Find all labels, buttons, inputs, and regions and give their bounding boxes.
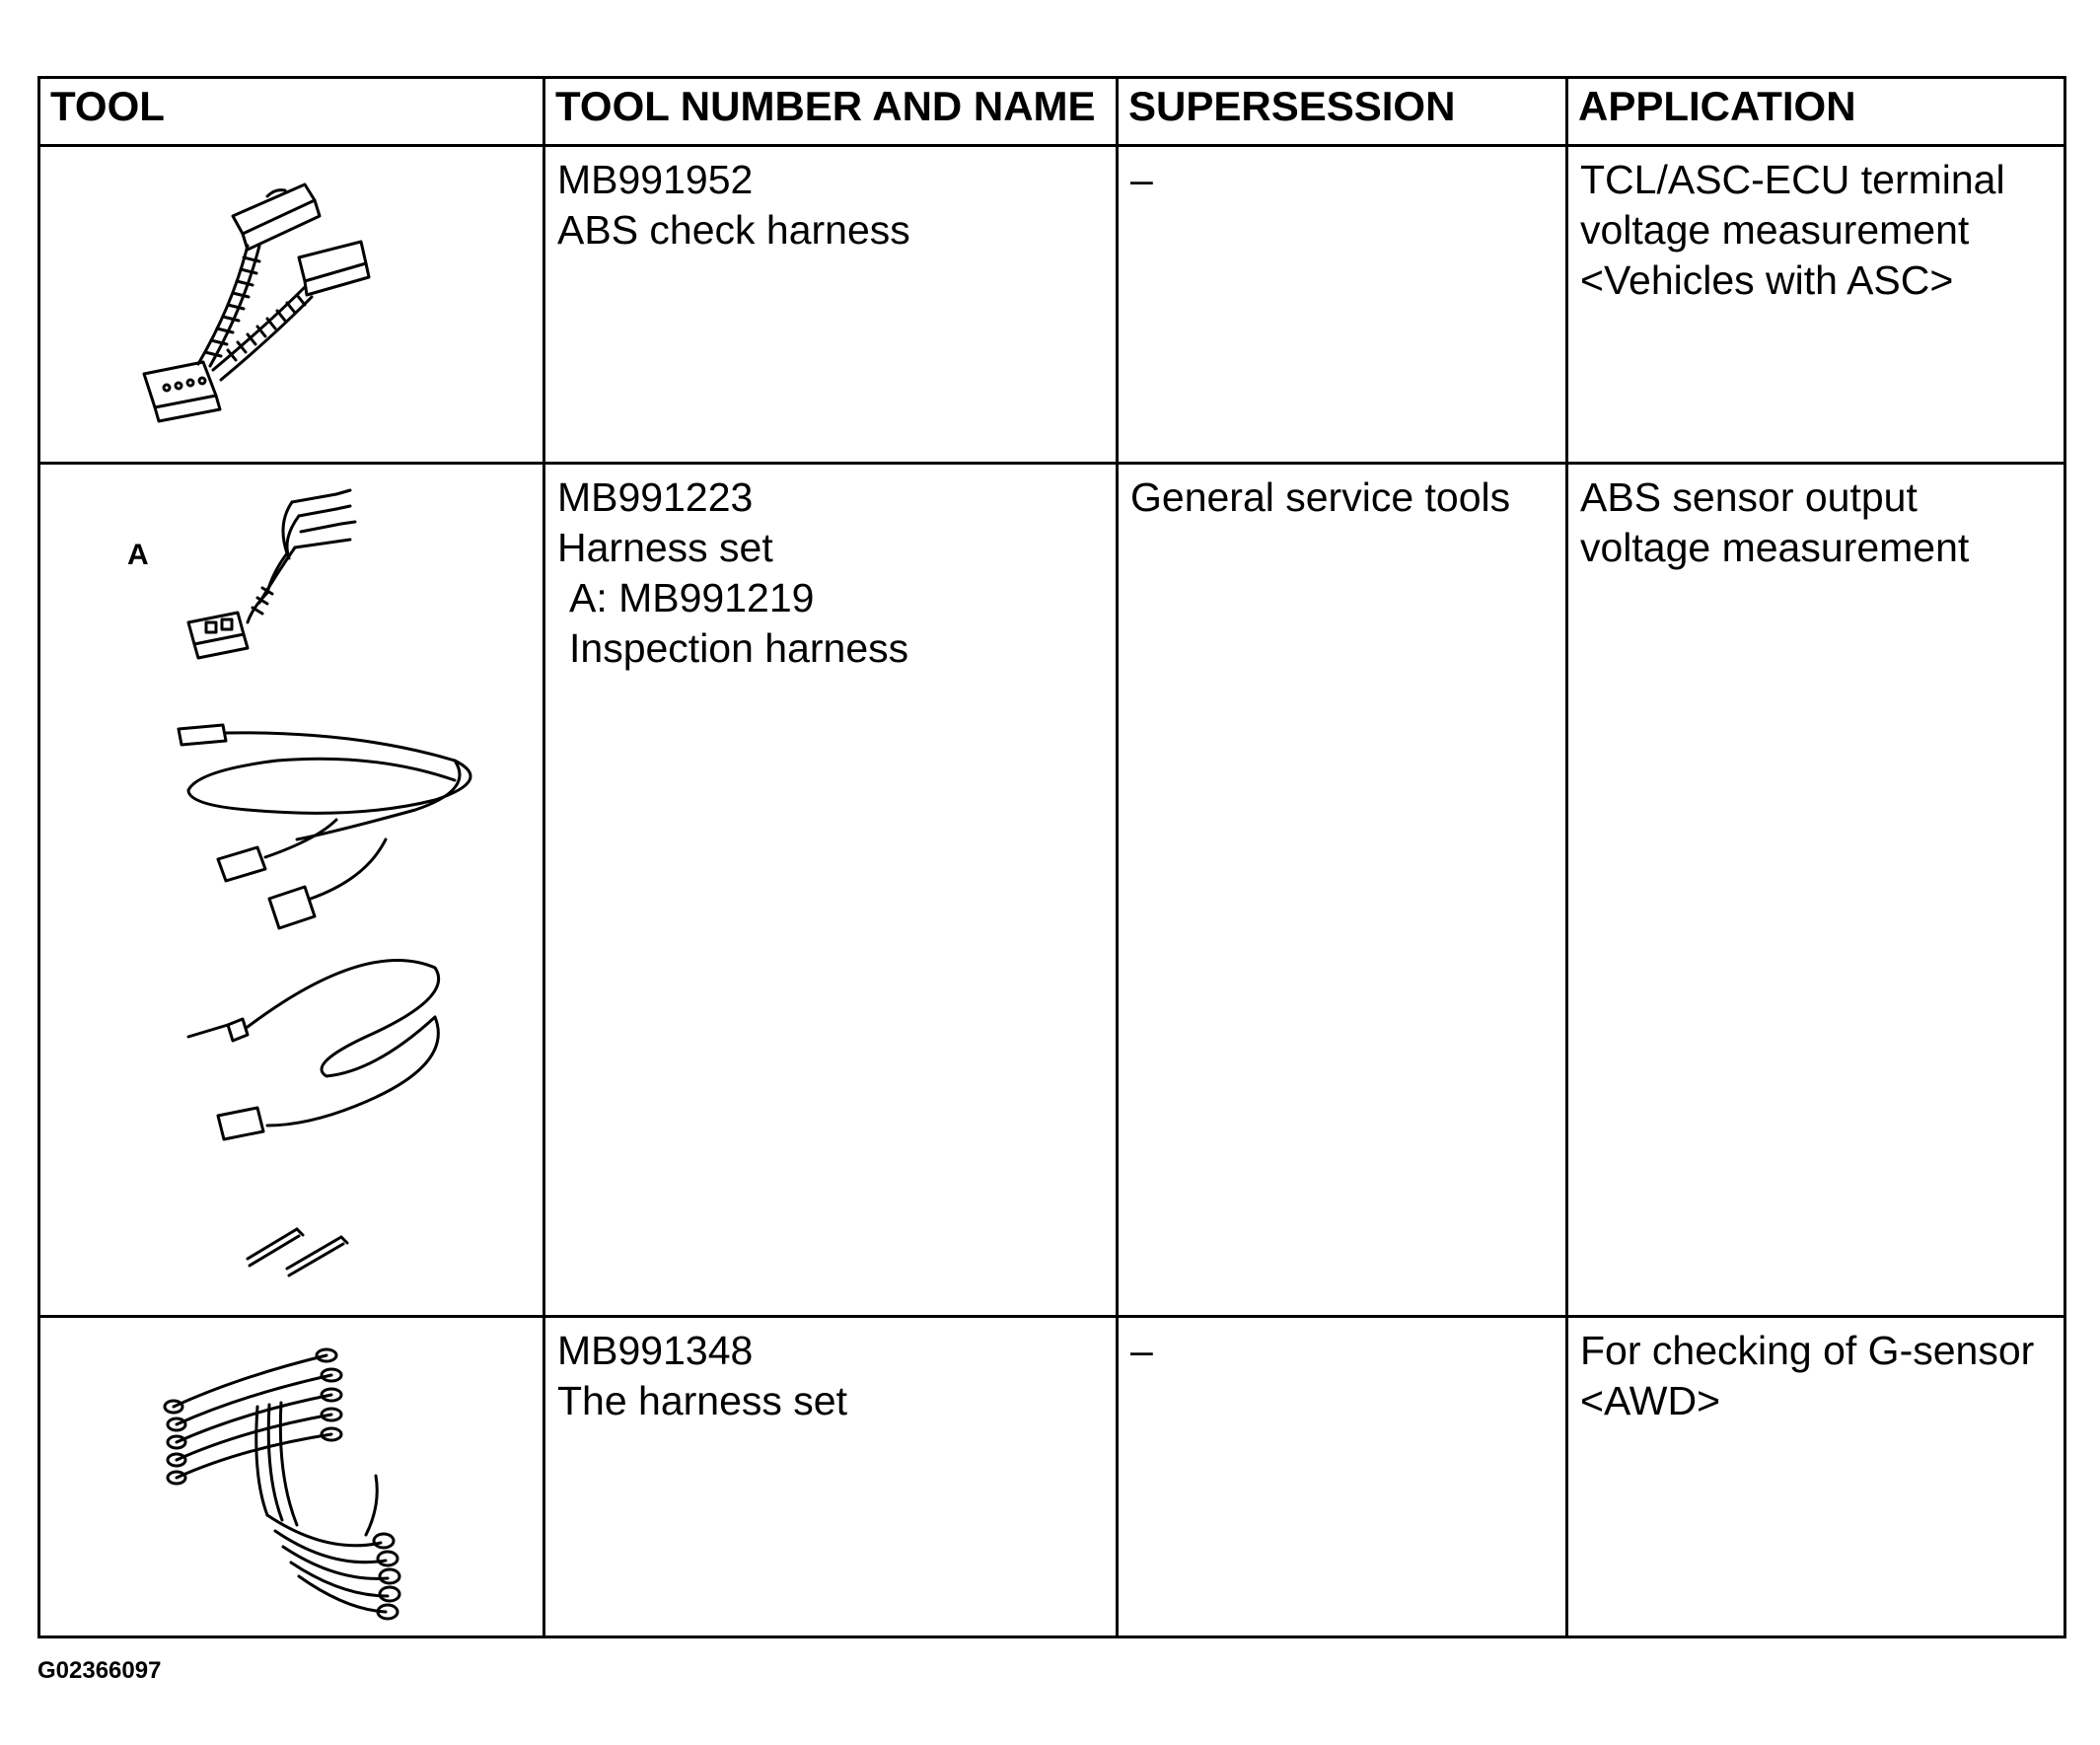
supersession-value: – bbox=[1130, 157, 1153, 202]
abs-check-harness-icon bbox=[40, 147, 545, 465]
tool-name: The harness set bbox=[557, 1378, 847, 1423]
header-application: APPLICATION bbox=[1567, 78, 2065, 146]
tool-number: MB991348 bbox=[557, 1328, 754, 1373]
application-cell bbox=[1567, 464, 2065, 1317]
figure-id: G02366097 bbox=[37, 1657, 162, 1684]
application-line: ABS sensor output bbox=[1580, 474, 1918, 520]
application-line: voltage measurement bbox=[1580, 207, 1970, 253]
application-line: <AWD> bbox=[1580, 1378, 1721, 1423]
application-line: For checking of G-sensor bbox=[1580, 1328, 2035, 1373]
header-row bbox=[39, 78, 2065, 146]
tool-number: MB991952 bbox=[557, 157, 754, 202]
header-supersession: SUPERSESSION bbox=[1118, 78, 1567, 146]
header-tool-number-and-name: TOOL NUMBER AND NAME bbox=[544, 78, 1118, 146]
supersession-value: General service tools bbox=[1130, 474, 1511, 520]
tool-number: MB991223 bbox=[557, 474, 754, 520]
supersession-cell bbox=[1118, 146, 1567, 464]
tool-illustration-cell bbox=[39, 1317, 544, 1637]
g-sensor-harness-set-icon bbox=[40, 1318, 545, 1638]
supersession-cell bbox=[1118, 1317, 1567, 1637]
application-cell bbox=[1567, 1317, 2065, 1637]
application-line: TCL/ASC-ECU terminal bbox=[1580, 157, 2005, 202]
tool-number-and-name-cell bbox=[544, 1317, 1118, 1637]
tool-name: Harness set bbox=[557, 525, 773, 570]
application-cell bbox=[1567, 146, 2065, 464]
table-row bbox=[39, 1317, 2065, 1637]
table-row bbox=[39, 464, 2065, 1317]
tool-number-and-name-cell bbox=[544, 464, 1118, 1317]
header-tool: TOOL bbox=[39, 78, 544, 146]
harness-set-icon bbox=[40, 465, 545, 1318]
tool-label: A bbox=[127, 539, 149, 571]
supersession-value: – bbox=[1130, 1328, 1153, 1373]
application-line: voltage measurement bbox=[1580, 525, 1970, 570]
tool-number-and-name-cell bbox=[544, 146, 1118, 464]
tool-sub-name: Inspection harness bbox=[569, 625, 909, 671]
tool-sub-number: A: MB991219 bbox=[569, 575, 815, 620]
tool-illustration-cell bbox=[39, 146, 544, 464]
table-row bbox=[39, 146, 2065, 464]
special-tools-table bbox=[37, 76, 2066, 1638]
supersession-cell bbox=[1118, 464, 1567, 1317]
application-line: <Vehicles with ASC> bbox=[1580, 257, 1954, 303]
tool-name: ABS check harness bbox=[557, 207, 910, 253]
tool-illustration-cell bbox=[39, 464, 544, 1317]
